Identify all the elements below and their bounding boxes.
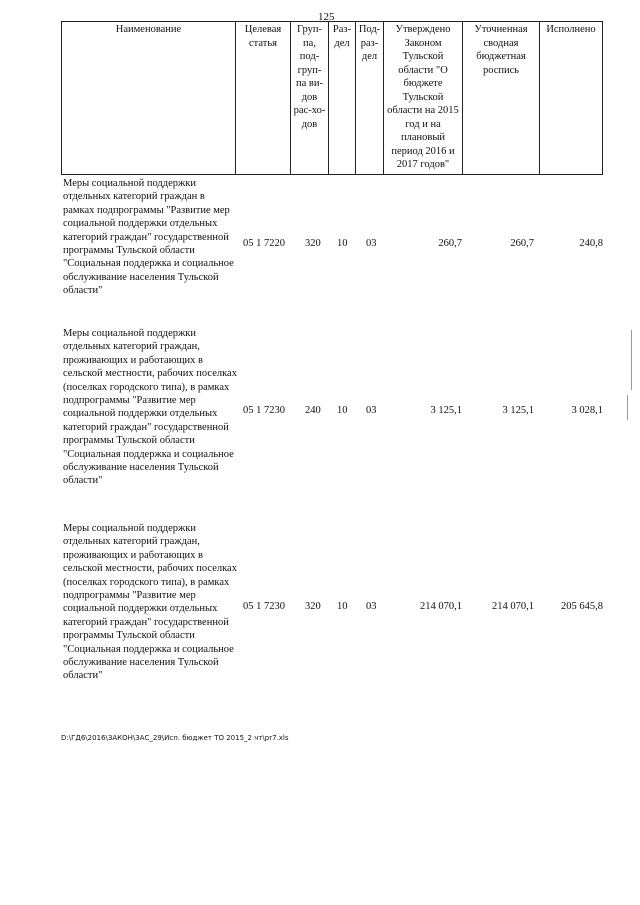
row-approved: 3 125,1 [430, 405, 462, 416]
row-subsection: 03 [366, 405, 377, 416]
table-header [61, 21, 603, 175]
row-executed: 3 028,1 [571, 405, 603, 416]
header-row [62, 22, 603, 175]
table-row [0, 327, 640, 497]
header-target: Целевая статья [236, 22, 291, 175]
header-group: Груп-па, под-груп-па ви-дов рас-хо-дов [291, 22, 329, 175]
header-name: Наименование [62, 22, 236, 175]
header-executed: Исполнено [540, 22, 603, 175]
row-refined: 3 125,1 [502, 405, 534, 416]
row-group: 240 [305, 405, 321, 416]
header-subsection: Под-раз-дел [356, 22, 384, 175]
row-approved: 214 070,1 [420, 601, 462, 612]
header-section: Раз-дел [329, 22, 356, 175]
row-section: 10 [337, 601, 348, 612]
row-name: Меры социальной поддержки отдельных категорий граждан, проживающих и работающих в сельской местности, рабочих поселках (поселках городского типа), в рамках подпрограммы "Развитие мер социальной поддержки отдельных категорий граждан" государственной программы Тульской области "Социальная поддержка и социальное обслуживание населения Тульской области" [63, 523, 237, 682]
row-approved: 260,7 [438, 238, 462, 249]
row-code: 05 1 7220 [243, 238, 285, 249]
scan-edge-mark [627, 395, 628, 420]
header-approved: Утверждено Законом Тульской области "О бюджете Тульской области на 2015 год и на плановый период 2016 и 2017 годов" [384, 22, 463, 175]
row-section: 10 [337, 405, 348, 416]
row-executed: 240,8 [579, 238, 603, 249]
page-number: 125 [318, 11, 335, 23]
table-row [0, 522, 640, 692]
row-refined: 214 070,1 [492, 601, 534, 612]
row-group: 320 [305, 238, 321, 249]
file-path-footer: D:\ГД6\2016\ЗАКОН\ЗАС_29\Исп. бюджет ТО 2015_2 чт\pr7.xls [61, 734, 289, 742]
row-executed: 205 645,8 [561, 601, 603, 612]
header-refined: Уточненная сводная бюджетная роспись [463, 22, 540, 175]
table-row [0, 177, 640, 307]
row-name: Меры социальной поддержки отдельных категорий граждан в рамках подпрограммы "Развитие мер социальной поддержки отдельных категорий граждан" государственной программы Тульской области "Социальная поддержка и социальное обслуживание населения Тульской области" [63, 178, 234, 297]
scan-edge-mark [631, 330, 632, 390]
row-subsection: 03 [366, 238, 377, 249]
row-code: 05 1 7230 [243, 405, 285, 416]
row-subsection: 03 [366, 601, 377, 612]
row-refined: 260,7 [510, 238, 534, 249]
row-group: 320 [305, 601, 321, 612]
row-section: 10 [337, 238, 348, 249]
row-name: Меры социальной поддержки отдельных категорий граждан, проживающих и работающих в сельской местности, рабочих поселках (поселках городского типа), в рамках подпрограммы "Развитие мер социальной поддержки отдельных категорий граждан" государственной программы Тульской области "Социальная поддержка и социальное обслуживание населения Тульской области" [63, 328, 237, 487]
row-code: 05 1 7230 [243, 601, 285, 612]
